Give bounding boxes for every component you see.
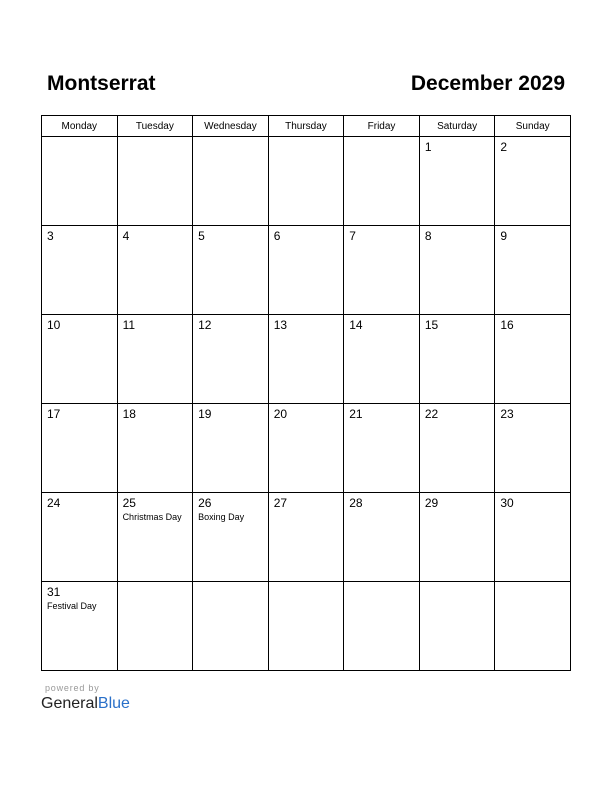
country-title: Montserrat (47, 72, 156, 95)
day-number: 5 (198, 229, 205, 243)
day-cell (495, 315, 571, 404)
day-cell (193, 493, 269, 582)
day-cell (344, 493, 420, 582)
day-cell (193, 226, 269, 315)
holiday-label: Christmas Day (122, 512, 182, 522)
day-cell (268, 493, 344, 582)
day-cell (344, 582, 420, 671)
brand-logo (41, 694, 130, 714)
day-cell (117, 226, 193, 315)
powered-by-label: powered by (45, 683, 100, 693)
day-number: 27 (273, 496, 288, 510)
day-number: 3 (47, 229, 54, 243)
weekday-header: Friday (344, 116, 420, 137)
day-cell (268, 582, 344, 671)
day-number: 14 (349, 318, 363, 332)
day-number: 22 (424, 407, 439, 421)
month-year-title: December 2029 (410, 72, 565, 95)
day-number: 29 (424, 496, 439, 510)
day-number: 12 (198, 318, 212, 332)
brand-name-part2: Blue (97, 695, 130, 712)
day-cell (117, 404, 193, 493)
day-number: 11 (122, 318, 136, 332)
day-number: 2 (500, 140, 508, 154)
day-cell (193, 404, 269, 493)
day-number: 23 (500, 407, 514, 421)
day-cell (42, 226, 118, 315)
weekday-header: Saturday (419, 116, 495, 137)
day-number: 6 (273, 229, 281, 243)
weekday-header: Thursday (268, 116, 344, 137)
day-cell (42, 582, 118, 671)
day-cell (117, 493, 193, 582)
day-cell (419, 582, 495, 671)
day-number: 30 (500, 496, 514, 510)
holiday-label: Festival Day (47, 601, 97, 611)
day-cell (42, 137, 118, 226)
day-number: 24 (47, 496, 61, 510)
day-cell (193, 315, 269, 404)
day-cell (268, 137, 344, 226)
day-number: 21 (349, 407, 363, 421)
day-cell (42, 404, 118, 493)
day-cell (495, 582, 571, 671)
day-cell (419, 137, 495, 226)
day-cell (344, 226, 420, 315)
day-number: 8 (424, 229, 432, 243)
day-cell (117, 137, 193, 226)
weekday-header: Wednesday (193, 116, 269, 137)
calendar-grid (41, 115, 571, 671)
day-number: 4 (122, 229, 130, 243)
day-cell (193, 582, 269, 671)
day-number: 7 (349, 229, 356, 243)
day-cell (42, 315, 118, 404)
day-cell (419, 226, 495, 315)
brand-name-part1: General (41, 695, 98, 712)
day-number: 26 (198, 496, 212, 510)
day-number: 17 (47, 407, 61, 421)
day-number: 18 (122, 407, 136, 421)
week-row (42, 315, 571, 404)
day-cell (495, 493, 571, 582)
weekday-header: Monday (42, 116, 118, 137)
week-row (42, 493, 571, 582)
day-number: 9 (500, 229, 508, 243)
week-row (42, 582, 571, 671)
day-cell (117, 315, 193, 404)
weekday-header-row (42, 116, 571, 137)
day-cell (117, 582, 193, 671)
week-row (42, 226, 571, 315)
day-cell (495, 404, 571, 493)
day-number: 25 (122, 496, 136, 510)
day-cell (419, 493, 495, 582)
weekday-header: Tuesday (117, 116, 193, 137)
day-cell (42, 493, 118, 582)
day-cell (344, 404, 420, 493)
week-row (42, 137, 571, 226)
day-cell (268, 404, 344, 493)
day-cell (344, 315, 420, 404)
day-number: 15 (424, 318, 439, 332)
weekday-header: Sunday (495, 116, 571, 137)
day-cell (419, 315, 495, 404)
day-number: 28 (349, 496, 363, 510)
day-cell (268, 226, 344, 315)
day-cell (344, 137, 420, 226)
day-cell (495, 226, 571, 315)
day-number: 31 (47, 585, 61, 599)
day-number: 20 (273, 407, 288, 421)
day-number: 10 (47, 318, 61, 332)
day-cell (268, 315, 344, 404)
day-cell (419, 404, 495, 493)
day-number: 16 (500, 318, 514, 332)
calendar-body (42, 137, 571, 671)
day-cell (193, 137, 269, 226)
day-number: 13 (273, 318, 288, 332)
day-number: 19 (198, 407, 212, 421)
holiday-label: Boxing Day (198, 512, 245, 522)
day-number: 1 (424, 140, 432, 154)
day-cell (495, 137, 571, 226)
week-row (42, 404, 571, 493)
